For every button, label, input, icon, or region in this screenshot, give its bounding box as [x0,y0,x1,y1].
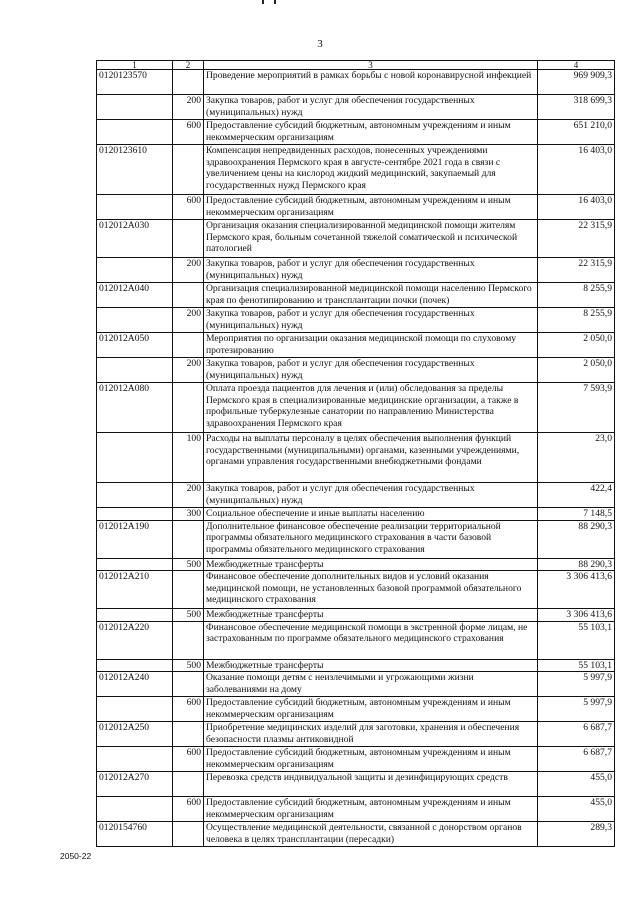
row-amount-cell: 455,0 [538,772,615,797]
table-row [97,258,615,283]
row-code-cell: 012012А080 [97,383,173,433]
table-row [97,70,615,95]
row-code-cell [97,659,173,672]
document-id: 2050-22 [60,851,92,861]
row-expense-type-cell: 600 [173,697,204,722]
row-code-cell [97,358,173,383]
row-amount-cell: 455,0 [538,797,615,822]
row-expense-type-cell [173,383,204,433]
row-amount-cell: 22 315,9 [538,220,615,258]
row-code-cell: 0120123610 [97,145,173,195]
row-amount-cell: 5 997,9 [538,672,615,697]
row-description-cell: Оказание помощи детям с неизлечимыми и угрожающими жизни заболеваниями на дому [204,672,538,697]
row-description-cell: Закупка товаров, работ и услуг для обеспечения государственных (муниципальных) нужд [204,258,538,283]
row-description-cell: Предоставление субсидий бюджетным, автономным учреждениям и иным некоммерческим организациям [204,120,538,145]
page-number: 3 [317,38,323,50]
table-row [97,483,615,508]
row-amount-cell: 3 306 413,6 [538,609,615,622]
row-code-cell: 0120154760 [97,822,173,847]
row-description-cell: Предоставление субсидий бюджетным, автономным учреждениям и иным некоммерческим организациям [204,697,538,722]
row-amount-cell: 8 255,9 [538,283,615,308]
row-expense-type-cell: 600 [173,797,204,822]
row-description-cell: Закупка товаров, работ и услуг для обеспечения государственных (муниципальных) нужд [204,358,538,383]
table-row [97,747,615,772]
table-row [97,220,615,258]
row-code-cell: 012012А250 [97,722,173,747]
table-row [97,571,615,609]
row-description-cell: Межбюджетные трансферты [204,558,538,571]
row-code-cell [97,609,173,622]
row-code-cell [97,797,173,822]
row-description-cell: Закупка товаров, работ и услуг для обеспечения государственных (муниципальных) нужд [204,483,538,508]
row-code-cell: 012012А040 [97,283,173,308]
row-amount-cell: 88 290,3 [538,558,615,571]
row-expense-type-cell: 100 [173,433,204,483]
row-expense-type-cell: 200 [173,95,204,120]
row-expense-type-cell [173,70,204,95]
row-description-cell: Финансовое обеспечение дополнительных видов и условий оказания медицинской помощи, не установленных базовой программой обязательного медицинского страхования [204,571,538,609]
row-code-cell [97,258,173,283]
column-header-3: 3 [204,61,538,70]
row-expense-type-cell [173,672,204,697]
row-code-cell: 012012А050 [97,333,173,358]
table-row [97,95,615,120]
row-expense-type-cell: 200 [173,308,204,333]
table-row [97,797,615,822]
row-code-cell: 012012А220 [97,621,173,659]
table-row [97,145,615,195]
row-code-cell: 0120123570 [97,70,173,95]
row-description-cell: Закупка товаров, работ и услуг для обеспечения государственных (муниципальных) нужд [204,308,538,333]
table-row [97,195,615,220]
row-description-cell: Мероприятия по организации оказания медицинской помощи по слуховому протезированию [204,333,538,358]
table-row [97,358,615,383]
row-amount-cell: 55 103,1 [538,659,615,672]
row-code-cell [97,120,173,145]
row-expense-type-cell: 500 [173,659,204,672]
row-expense-type-cell: 200 [173,483,204,508]
row-expense-type-cell [173,145,204,195]
row-amount-cell: 55 103,1 [538,621,615,659]
row-code-cell [97,95,173,120]
row-code-cell [97,747,173,772]
row-expense-type-cell [173,520,204,558]
scan-edge-marks [170,0,470,4]
row-amount-cell: 16 403,0 [538,195,615,220]
table-row [97,308,615,333]
row-amount-cell: 6 687,7 [538,747,615,772]
row-code-cell: 012012А270 [97,772,173,797]
table-header-row [97,61,615,70]
row-code-cell [97,697,173,722]
row-description-cell: Организация оказания специализированной медицинской помощи жителям Пермского края, больным сочетанной тяжелой соматической и психической патологией [204,220,538,258]
row-description-cell: Социальное обеспечение и иные выплаты населению [204,508,538,521]
table-row [97,120,615,145]
row-amount-cell: 7 148,5 [538,508,615,521]
row-code-cell: 012012А030 [97,220,173,258]
row-description-cell: Проведение мероприятий в рамках борьбы с новой коронавирусной инфекцией [204,70,538,95]
row-expense-type-cell [173,571,204,609]
row-expense-type-cell [173,621,204,659]
row-amount-cell: 6 687,7 [538,722,615,747]
row-expense-type-cell [173,772,204,797]
row-expense-type-cell: 600 [173,747,204,772]
row-amount-cell: 422,4 [538,483,615,508]
table-row [97,283,615,308]
table-row [97,333,615,358]
table-row [97,609,615,622]
row-amount-cell: 289,3 [538,822,615,847]
row-code-cell [97,558,173,571]
row-amount-cell: 2 050,0 [538,333,615,358]
row-amount-cell: 22 315,9 [538,258,615,283]
table-row [97,822,615,847]
row-description-cell: Организация специализированной медицинской помощи населению Пермского края по фенотипированию и трансплантации почки (почек) [204,283,538,308]
column-header-2: 2 [173,61,204,70]
row-code-cell [97,195,173,220]
row-expense-type-cell [173,283,204,308]
table-row [97,772,615,797]
table-row [97,508,615,521]
row-amount-cell: 651 210,0 [538,120,615,145]
row-expense-type-cell: 500 [173,609,204,622]
budget-table [96,60,615,847]
row-expense-type-cell: 600 [173,120,204,145]
row-code-cell: 012012А190 [97,520,173,558]
row-code-cell [97,433,173,483]
row-expense-type-cell [173,220,204,258]
table-row [97,520,615,558]
row-expense-type-cell: 500 [173,558,204,571]
row-description-cell: Межбюджетные трансферты [204,609,538,622]
row-amount-cell: 3 306 413,6 [538,571,615,609]
row-description-cell: Осуществление медицинской деятельности, связанной с донорством органов человека в целях трансплантации (пересадки) [204,822,538,847]
row-code-cell [97,308,173,333]
row-amount-cell: 5 997,9 [538,697,615,722]
row-description-cell: Приобретение медицинских изделий для заготовки, хранения и обеспечения безопасности плазмы антиковидной [204,722,538,747]
row-amount-cell: 23,0 [538,433,615,483]
column-header-4: 4 [538,61,615,70]
row-description-cell: Оплата проезда пациентов для лечения и (или) обследования за пределы Пермского края в специализированные медицинские организации, а также в профильные туберкулезные санатории по направлению Министерства здравоохранения Пермского края [204,383,538,433]
row-code-cell [97,483,173,508]
row-amount-cell: 969 909,3 [538,70,615,95]
row-description-cell: Предоставление субсидий бюджетным, автономным учреждениям и иным некоммерческим организациям [204,747,538,772]
row-description-cell: Межбюджетные трансферты [204,659,538,672]
row-code-cell [97,508,173,521]
row-description-cell: Перевозка средств индивидуальной защиты и дезинфицирующих средств [204,772,538,797]
table-row [97,621,615,659]
row-amount-cell: 7 593,9 [538,383,615,433]
table-row [97,672,615,697]
row-code-cell: 012012А210 [97,571,173,609]
row-description-cell: Дополнительное финансовое обеспечение реализации территориальной программы обязательного медицинского страхования в части базовой программы обязательного медицинского страхования [204,520,538,558]
row-expense-type-cell: 600 [173,195,204,220]
row-expense-type-cell [173,722,204,747]
table-row [97,722,615,747]
row-expense-type-cell: 300 [173,508,204,521]
row-description-cell: Предоставление субсидий бюджетным, автономным учреждениям и иным некоммерческим организациям [204,195,538,220]
table-row [97,433,615,483]
row-amount-cell: 8 255,9 [538,308,615,333]
row-code-cell: 012012А240 [97,672,173,697]
column-header-1: 1 [97,61,173,70]
table-row [97,558,615,571]
row-amount-cell: 88 290,3 [538,520,615,558]
row-amount-cell: 16 403,0 [538,145,615,195]
row-expense-type-cell [173,822,204,847]
row-description-cell: Предоставление субсидий бюджетным, автономным учреждениям и иным некоммерческим организациям [204,797,538,822]
row-amount-cell: 2 050,0 [538,358,615,383]
table-row [97,697,615,722]
row-expense-type-cell [173,333,204,358]
row-description-cell: Закупка товаров, работ и услуг для обеспечения государственных (муниципальных) нужд [204,95,538,120]
row-expense-type-cell: 200 [173,358,204,383]
row-description-cell: Компенсация непредвиденных расходов, понесенных учреждениями здравоохранения Пермского края в августе-сентябре 2021 года в связи с увеличением цены на кислород жидкий медицинский, закупаемый для государственных нужд Пермского края [204,145,538,195]
row-amount-cell: 318 699,3 [538,95,615,120]
row-description-cell: Расходы на выплаты персоналу в целях обеспечения выполнения функций государственными (муниципальными) органами, казенными учреждениями, органами управления государственными внебюджетными фондами [204,433,538,483]
table-row [97,659,615,672]
row-expense-type-cell: 200 [173,258,204,283]
row-description-cell: Финансовое обеспечение медицинской помощи в экстренной форме лицам, не застрахованным по программе обязательного медицинского страхования [204,621,538,659]
table-row [97,383,615,433]
